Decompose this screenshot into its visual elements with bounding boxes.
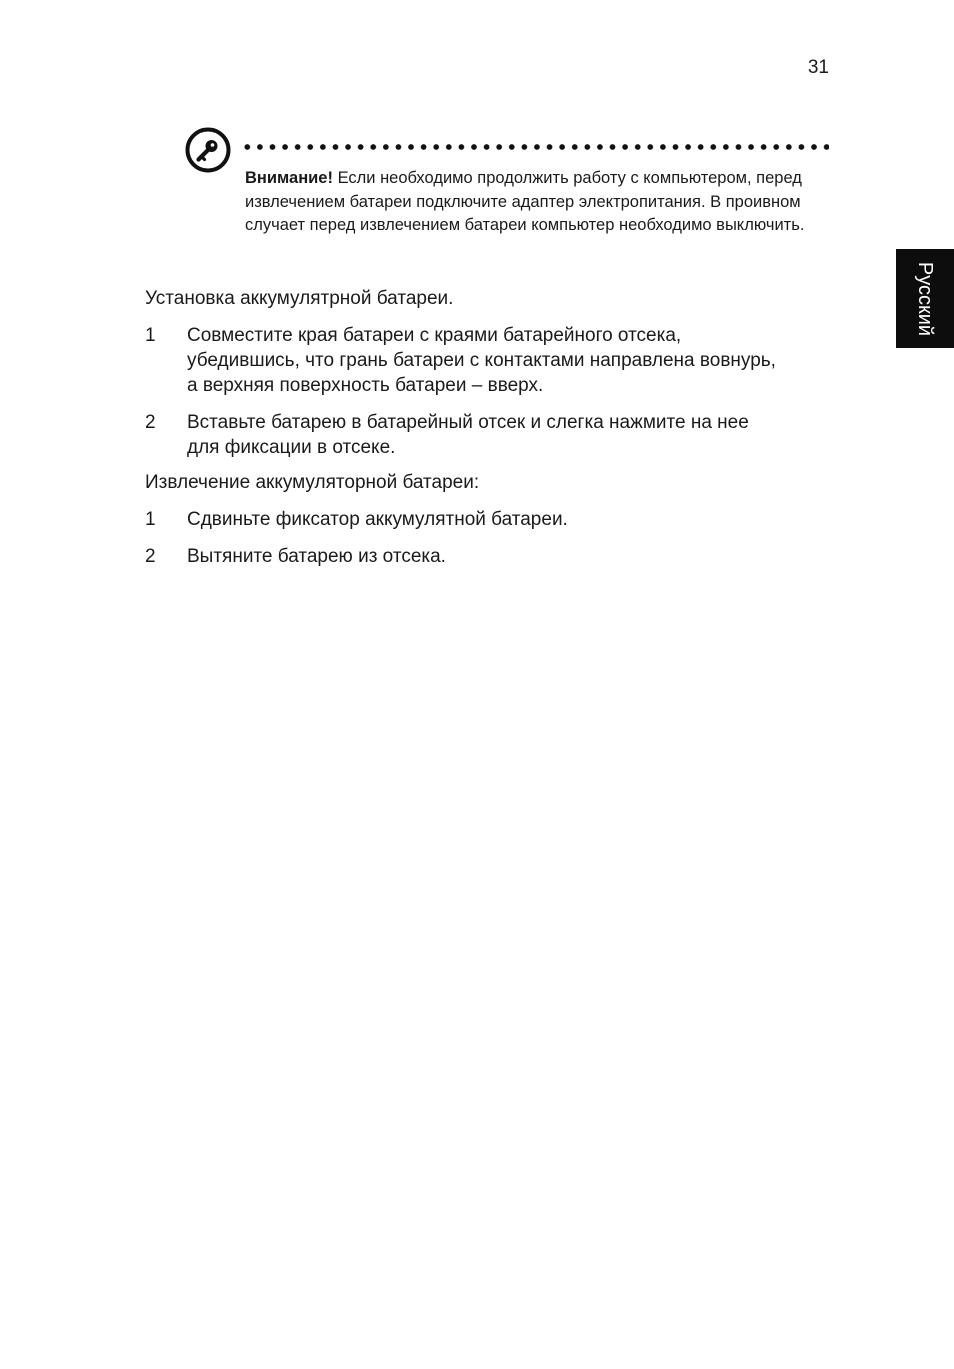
note-text bbox=[245, 167, 845, 238]
install-heading: Установка аккумулятрной батареи. bbox=[145, 288, 454, 309]
note-dotted-divider bbox=[241, 143, 829, 151]
remove-step bbox=[145, 544, 845, 569]
remove-step-text: Вытяните батарею из отсека. bbox=[187, 546, 446, 567]
language-tab-label: Русский bbox=[914, 261, 936, 336]
note-body: Если необходимо продолжить работу с компьютером, перед извлечением батареи подключите адаптер электропитания. В проивном случает перед извлечением батареи компьютер необходимо выключить. bbox=[245, 169, 805, 235]
language-side-tab bbox=[896, 249, 954, 348]
remove-step bbox=[145, 507, 845, 532]
install-step-text: Совместите края батареи с краями батарейного отсека, убедившись, что грань батареи с контактами направлена вовнурь, а верхняя поверхность батареи – вверх. bbox=[187, 325, 776, 396]
page-number: 31 bbox=[807, 57, 829, 78]
remove-heading: Извлечение аккумуляторной батареи: bbox=[145, 472, 480, 493]
remove-step-number: 1 bbox=[145, 509, 156, 530]
install-step bbox=[145, 410, 845, 460]
remove-step-text: Сдвиньте фиксатор аккумулятной батареи. bbox=[187, 509, 568, 530]
install-step-text: Вставьте батарею в батарейный отсек и слегка нажмите на нее для фиксации в отсеке. bbox=[187, 412, 749, 458]
remove-step-number: 2 bbox=[145, 546, 156, 567]
install-step bbox=[145, 323, 845, 398]
note-label: Внимание! bbox=[245, 169, 333, 187]
note-key-icon bbox=[184, 126, 232, 174]
install-step-number: 1 bbox=[145, 325, 156, 346]
install-step-number: 2 bbox=[145, 412, 156, 433]
